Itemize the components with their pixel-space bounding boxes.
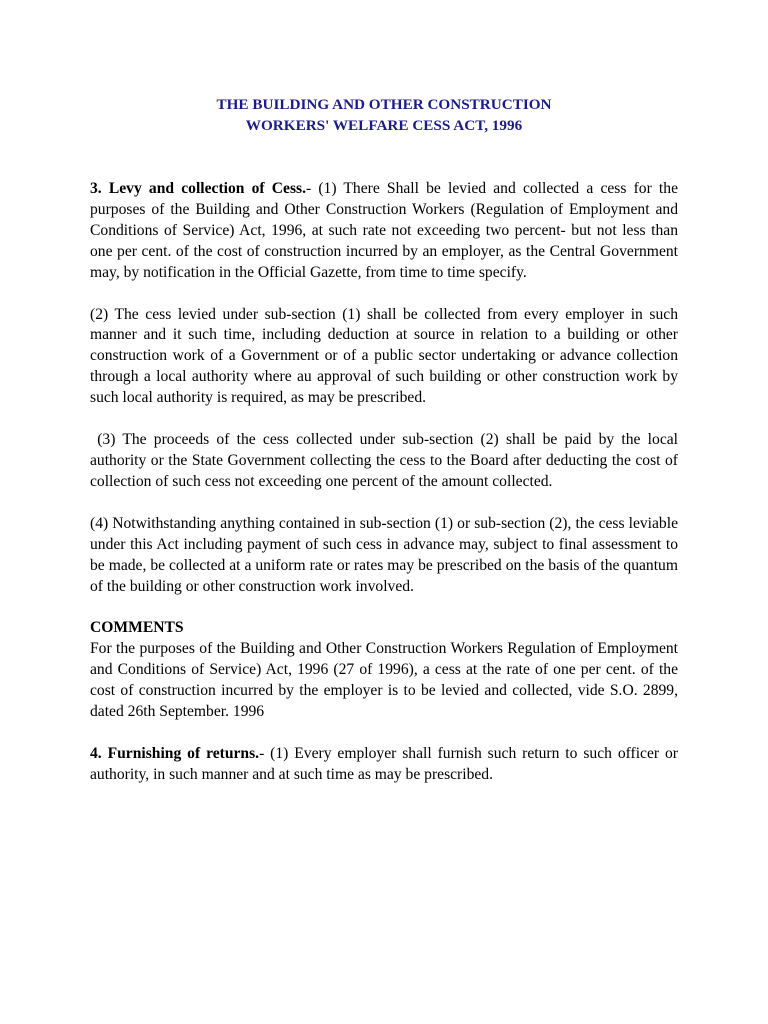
- section-3-paragraph-4: (4) Notwithstanding anything contained in sub-section (1) or sub-section (2), the cess leviable under this Act including payment of such cess in advance may, subject to final assessment to be made, be collected at a uniform rate or rates may be prescribed on the basis of the quantum of the building or other construction work involved.: [90, 514, 678, 595]
- section-4-paragraph-1: [90, 744, 678, 786]
- document-title: [90, 94, 678, 136]
- section-3-heading: 3. Levy and collection of Cess.: [90, 180, 306, 197]
- title-line-1: THE BUILDING AND OTHER CONSTRUCTION: [216, 96, 552, 113]
- section-3-paragraph-1: [90, 179, 678, 284]
- section-3-paragraph-2: (2) The cess levied under sub-section (1) shall be collected from every employer in such manner and it such time, including deduction at source in relation to a building or other construction work of a Government or of a public sector undertaking or advance collection through a local authority where au approval of such building or other construction work by such local authority is required, as may be prescribed.: [90, 305, 678, 407]
- section-3-p1-body: - (1) There Shall be levied and collected a cess for the purposes of the Building and Other Construction Workers (Regulation of Employment and Conditions of Service) Act, 1996, at such rate not exceeding two percent- but not less than one per cent. of the cost of construction incurred by an employer, as the Central Government may, by notification in the Official Gazette, from time to time specify.: [90, 180, 678, 281]
- comments-body: For the purposes of the Building and Other Construction Workers Regulation of Employment and Conditions of Service) Act, 1996 (27 of 1996), a cess at the rate of one per cent. of the cost of construction incurred by the employer is to be levied and collected, vide S.O. 2899, dated 26th September. 1996: [90, 640, 678, 721]
- section-4-heading: 4. Furnishing of returns.: [90, 744, 260, 762]
- document-page: [90, 94, 682, 786]
- section-4-p1-body: - (1) Every employer shall furnish such return to such officer or authority, in such manner and at such time as may be prescribed.: [90, 744, 678, 783]
- title-line-2: WORKERS' WELFARE CESS ACT, 1996: [245, 117, 523, 134]
- section-3-paragraph-3: (3) The proceeds of the cess collected under sub-section (2) shall be paid by the local authority or the State Government collecting the cess to the Board after deducting the cost of collection of such cess not exceeding one percent of the amount collected.: [90, 431, 682, 490]
- comments-heading: COMMENTS: [90, 619, 184, 637]
